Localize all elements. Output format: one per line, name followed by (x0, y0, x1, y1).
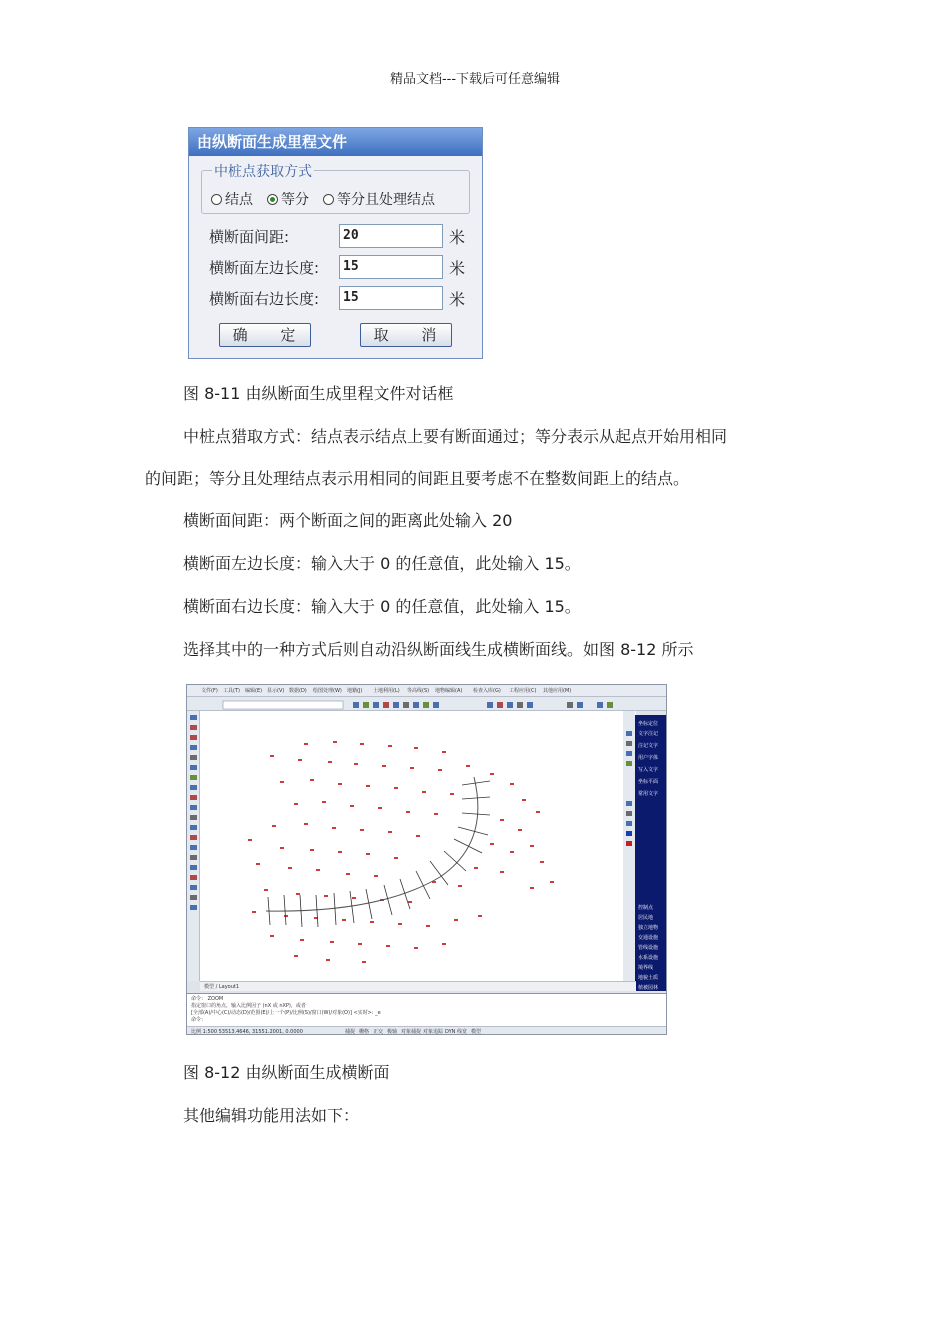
ok-button[interactable]: 确 定 (219, 323, 311, 347)
cmd-line-3: [全部(A)/中心(C)/动态(D)/范围(E)/上一个(P)/比例(S)/窗口(W)/对象(O)] <实时>: _e (191, 1010, 381, 1016)
panel-category-6[interactable]: 水系设施 (638, 955, 659, 961)
cad-menu-contour[interactable]: 等高线(S) (407, 688, 430, 694)
figure-caption-8-11: 图 8-11 由纵断面生成里程文件对话框 (183, 384, 454, 403)
cad-menu-view[interactable]: 显示(V) (267, 688, 285, 694)
radio-equal-and-node-circle (323, 194, 334, 205)
radio-equal-and-node[interactable] (323, 189, 435, 209)
cad-toolbar (187, 697, 666, 711)
cad-menu-feature-edit[interactable]: 地物编辑(A) (435, 688, 463, 694)
cad-menubar (187, 685, 666, 697)
paragraph-spacing: 横断面间距：两个断面之间的距离此处输入 20 (183, 511, 513, 530)
group-label: 中桩点获取方式 (212, 161, 314, 181)
left-length-unit: 米 (449, 258, 466, 278)
status-polar[interactable]: 极轴 (387, 1029, 398, 1035)
panel-category-5[interactable]: 管线设施 (638, 945, 659, 951)
cad-drawing-canvas[interactable] (200, 711, 636, 981)
panel-item-1[interactable]: 坐标定位 (638, 721, 659, 727)
center-stake-method-group (201, 164, 470, 214)
cad-menu-engineering[interactable]: 工程应用(C) (509, 688, 537, 694)
panel-item-3[interactable]: 注记文字 (638, 743, 659, 749)
panel-category-9[interactable]: 植被园林 (638, 985, 659, 991)
right-length-input[interactable]: 15 (339, 286, 443, 310)
status-dyn[interactable]: DYN (445, 1029, 456, 1035)
spacing-unit: 米 (449, 227, 466, 247)
panel-category-7[interactable]: 境界线 (638, 965, 654, 971)
cad-menu-cadastre[interactable]: 地籍(J) (347, 688, 363, 694)
cmd-line-4: 命令： (191, 1017, 207, 1023)
figure-caption-8-12: 图 8-12 由纵断面生成横断面 (183, 1063, 390, 1082)
radio-equal-and-node-label: 等分且处理结点 (337, 192, 435, 208)
status-lineweight[interactable]: 线宽 (457, 1029, 468, 1035)
panel-item-6[interactable]: 坐标平面 (638, 779, 659, 785)
radio-equal-division-label: 等分 (281, 192, 309, 208)
status-ortho[interactable]: 正交 (373, 1029, 384, 1035)
spacing-row (209, 224, 465, 248)
cross-section-lines (268, 781, 490, 927)
layout-tab[interactable]: 模型 / Layout1 (204, 984, 240, 990)
panel-item-4[interactable]: 用户字体 (638, 755, 659, 761)
left-length-label: 横断面左边长度: (209, 258, 320, 277)
cad-menu-landuse[interactable]: 土地利用(L) (373, 688, 400, 694)
radio-equal-division[interactable] (267, 189, 309, 209)
right-length-row (209, 286, 465, 310)
cmd-line-2: 指定窗口的角点，输入比例因子 (nX 或 nXP)，或者 (191, 1003, 306, 1009)
cross-section-drawing (200, 711, 636, 981)
panel-category-2[interactable]: 居民地 (638, 915, 654, 921)
mileage-file-dialog (188, 127, 483, 359)
right-length-label: 横断面右边长度: (209, 289, 320, 308)
panel-category-8[interactable]: 地貌土质 (638, 975, 659, 981)
cad-symbol-panel (635, 715, 666, 991)
cad-menu-draw[interactable]: 绘图处理(W) (313, 688, 342, 694)
spacing-input[interactable]: 20 (339, 224, 443, 248)
panel-category-1[interactable]: 控制点 (638, 905, 654, 911)
status-snap[interactable]: 捕捉 (345, 1029, 356, 1035)
paragraph-method-line1: 中桩点猎取方式：结点表示结点上要有断面通过；等分表示从起点开始用相同 (183, 427, 728, 446)
panel-item-2[interactable]: 文字注记 (638, 731, 659, 737)
cad-screenshot (186, 684, 667, 1035)
status-model[interactable]: 模型 (471, 1029, 482, 1035)
cad-menu-other[interactable]: 其他应用(M) (543, 688, 572, 694)
radio-node-circle (211, 194, 222, 205)
panel-item-7[interactable]: 常用文字 (638, 791, 659, 797)
paragraph-right-length: 横断面右边长度：输入大于 0 的任意值，此处输入 15。 (183, 597, 581, 616)
cad-menu-tools[interactable]: 工具(T) (223, 688, 240, 694)
right-tool-icons (623, 711, 635, 981)
radio-node-label: 结点 (225, 192, 253, 208)
status-otrack[interactable]: 对象追踪 (423, 1029, 444, 1035)
spacing-label: 横断面间距: (209, 227, 290, 246)
left-length-row (209, 255, 465, 279)
toolbar-icons (187, 698, 666, 712)
cad-right-toolstrip (623, 711, 635, 981)
left-length-input[interactable]: 15 (339, 255, 443, 279)
cad-left-toolbar (187, 711, 200, 981)
panel-category-4[interactable]: 交通设施 (638, 935, 659, 941)
paragraph-method-line2: 的间距；等分且处理结点表示用相同的间距且要考虑不在整数间距上的结点。 (145, 469, 690, 488)
cad-command-window[interactable] (187, 993, 666, 1026)
dialog-title: 由纵断面生成里程文件 (189, 128, 482, 156)
cad-menu-check[interactable]: 检查入库(G) (473, 688, 501, 694)
cmd-line-1: 命令： ZOOM (191, 996, 224, 1002)
survey-points (248, 741, 554, 963)
cad-menu-data[interactable]: 数据(D) (289, 688, 307, 694)
panel-category-3[interactable]: 独立地物 (638, 925, 659, 931)
cad-menu-edit[interactable]: 编辑(E) (245, 688, 263, 694)
radio-node[interactable] (211, 189, 253, 209)
left-tool-icons (187, 711, 200, 981)
cad-status-bar (187, 1026, 666, 1035)
right-length-unit: 米 (449, 289, 466, 309)
cad-menu-file[interactable]: 文件(F) (201, 688, 218, 694)
cancel-button[interactable]: 取 消 (360, 323, 452, 347)
radio-equal-division-circle (267, 194, 278, 205)
status-grid[interactable]: 栅格 (359, 1029, 370, 1035)
page-header: 精品文档---下载后可任意编辑 (389, 72, 561, 87)
panel-item-5[interactable]: 写入文字 (638, 767, 659, 773)
paragraph-auto-generate: 选择其中的一种方式后则自动沿纵断面线生成横断面线。如图 8-12 所示 (183, 640, 694, 659)
paragraph-left-length: 横断面左边长度：输入大于 0 的任意值，此处输入 15。 (183, 554, 581, 573)
longitudinal-centerline (266, 777, 478, 911)
paragraph-other-functions: 其他编辑功能用法如下： (183, 1106, 360, 1125)
status-coordinates: 比例 1:500 53513.4646, 31551.2001, 0.0000 (191, 1029, 303, 1035)
status-osnap[interactable]: 对象捕捉 (401, 1029, 422, 1035)
cad-layout-tabs (200, 981, 636, 991)
